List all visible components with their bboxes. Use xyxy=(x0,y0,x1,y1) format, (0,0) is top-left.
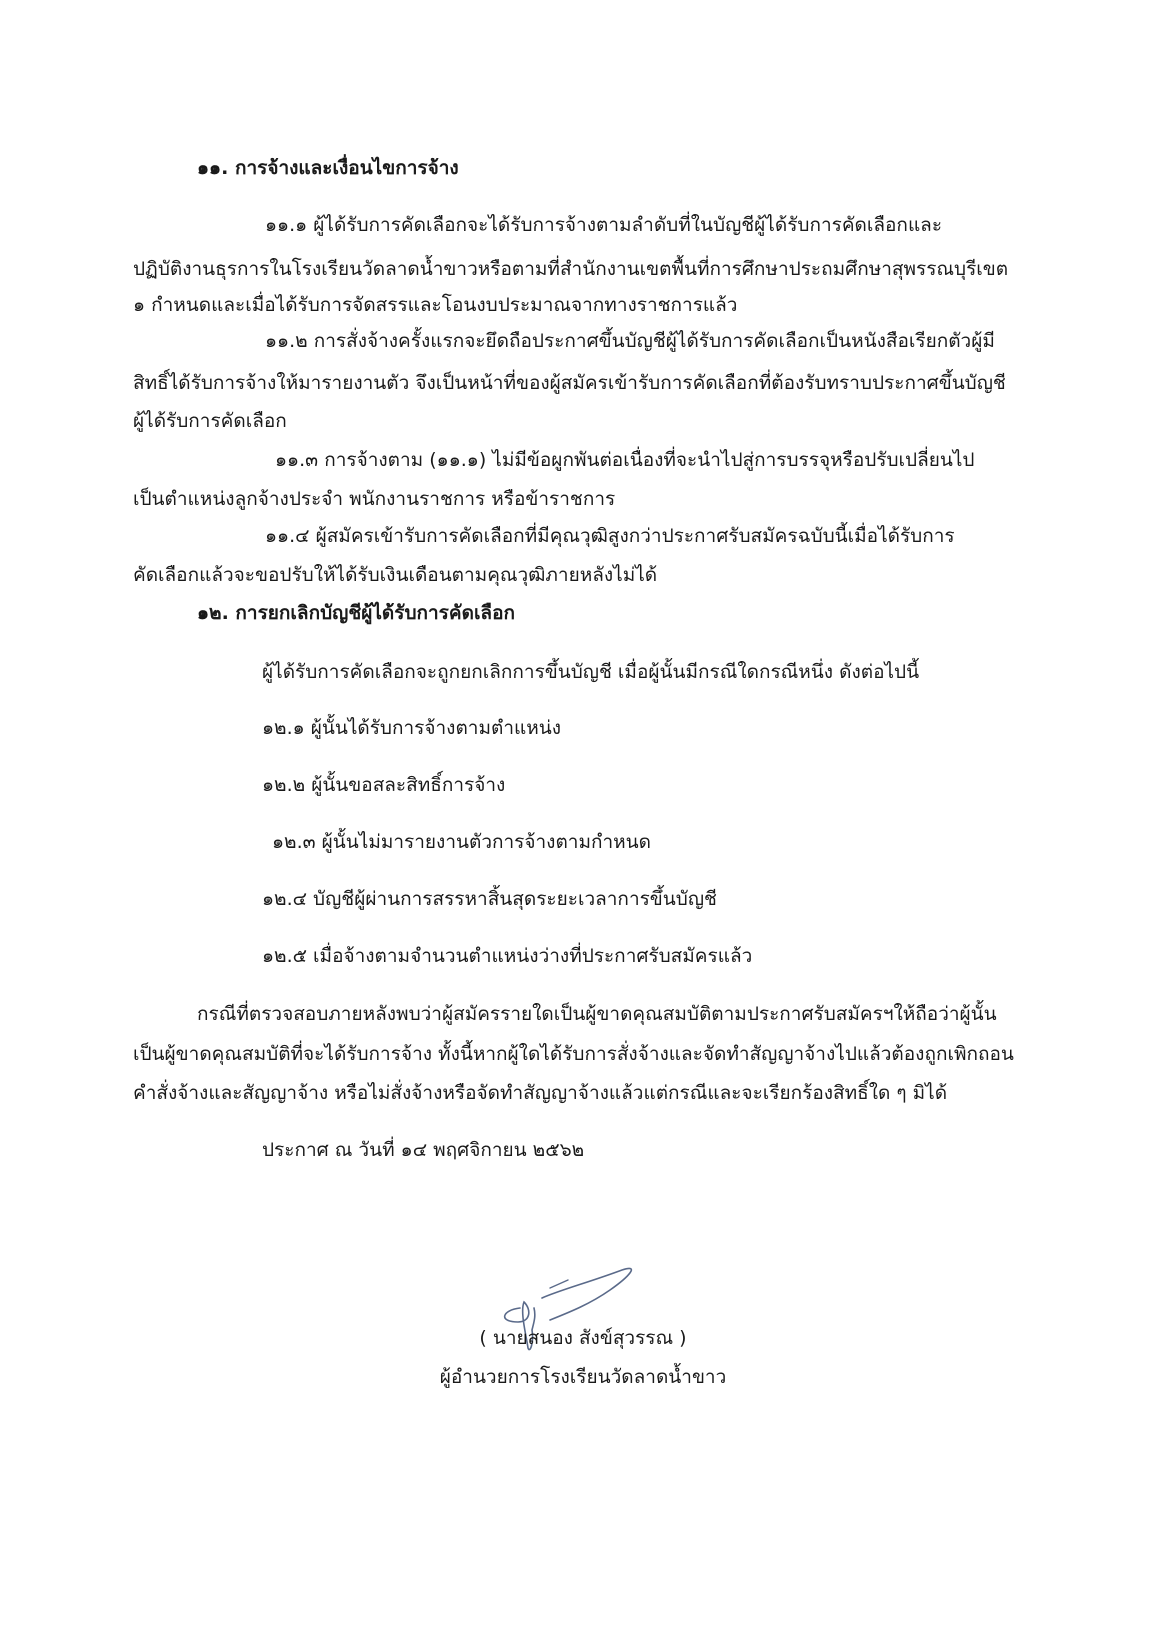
cancel-item-12-4: ๑๒.๔ บัญชีผู้ผ่านการสรรหาสิ้นสุดระยะเวลาการขึ้นบัญชี xyxy=(262,888,717,910)
clause-11-1-line-1: ๑๑.๑ ผู้ได้รับการคัดเลือกจะได้รับการจ้างตามลำดับที่ในบัญชีผู้ได้รับการคัดเลือกและ xyxy=(265,214,943,236)
clause-11-4-line-2: คัดเลือกแล้วจะขอปรับให้ได้รับเงินเดือนตามคุณวุฒิภายหลังไม่ได้ xyxy=(133,564,658,586)
closing-line-2: เป็นผู้ขาดคุณสมบัติที่จะได้รับการจ้าง ทั้งนี้หากผู้ใดได้รับการสั่งจ้างและจัดทำสัญญาจ้างไปแล้วต้องถูกเพิกถอน xyxy=(133,1043,1014,1065)
section-11-heading: ๑๑. การจ้างและเงื่อนไขการจ้าง xyxy=(197,157,459,179)
signatory-position: ผู้อำนวยการโรงเรียนวัดลาดน้ำขาว xyxy=(439,1366,727,1388)
closing-line-3: คำสั่งจ้างและสัญญาจ้าง หรือไม่สั่งจ้างหรือจัดทำสัญญาจ้างแล้วแต่กรณีและจะเรียกร้องสิทธิ์ใด ๆ มิได้ xyxy=(133,1082,948,1104)
clause-11-2-line-1: ๑๑.๒ การสั่งจ้างครั้งแรกจะยึดถือประกาศขึ้นบัญชีผู้ได้รับการคัดเลือกเป็นหนังสือเรียกตัวผู้มี xyxy=(265,330,995,352)
cancel-item-12-3: ๑๒.๓ ผู้นั้นไม่มารายงานตัวการจ้างตามกำหนด xyxy=(272,831,651,853)
clause-11-3-line-1: ๑๑.๓ การจ้างตาม (๑๑.๑) ไม่มีข้อผูกพันต่อเนื่องที่จะนำไปสู่การบรรจุหรือปรับเปลี่ยนไป xyxy=(275,449,975,471)
announcement-date: ประกาศ ณ วันที่ ๑๔ พฤศจิกายน ๒๕๖๒ xyxy=(262,1139,585,1161)
cancel-item-12-2: ๑๒.๒ ผู้นั้นขอสละสิทธิ์การจ้าง xyxy=(262,774,506,796)
cancel-item-12-5: ๑๒.๕ เมื่อจ้างตามจำนวนตำแหน่งว่างที่ประกาศรับสมัครแล้ว xyxy=(262,945,753,967)
cancel-item-12-1: ๑๒.๑ ผู้นั้นได้รับการจ้างตามตำแหน่ง xyxy=(262,717,562,739)
clause-11-4-line-1: ๑๑.๔ ผู้สมัครเข้ารับการคัดเลือกที่มีคุณวุฒิสูงกว่าประกาศรับสมัครฉบับนี้เมื่อได้รับการ xyxy=(265,525,955,547)
clause-11-2-line-2: สิทธิ์ได้รับการจ้างให้มารายงานตัว จึงเป็นหน้าที่ของผู้สมัครเข้ารับการคัดเลือกที่ต้องรับทราบประกาศขึ้นบัญชี xyxy=(133,372,1006,394)
section-12-heading: ๑๒. การยกเลิกบัญชีผู้ได้รับการคัดเลือก xyxy=(197,602,515,624)
signatory-name: ( นายสนอง สังข์สุวรรณ ) xyxy=(479,1327,687,1349)
clause-11-1-line-2: ปฏิบัติงานธุรการในโรงเรียนวัดลาดน้ำขาวหรือตามที่สำนักงานเขตพื้นที่การศึกษาประถมศึกษาสุพรรณบุรีเขต xyxy=(133,258,1009,280)
section-12-intro: ผู้ได้รับการคัดเลือกจะถูกยกเลิกการขึ้นบัญชี เมื่อผู้นั้นมีกรณีใดกรณีหนึ่ง ดังต่อไปนี้ xyxy=(262,661,920,683)
clause-11-1-line-3: ๑ กำหนดและเมื่อได้รับการจัดสรรและโอนงบประมาณจากทางราชการแล้ว xyxy=(133,294,738,316)
closing-line-1: กรณีที่ตรวจสอบภายหลังพบว่าผู้สมัครรายใดเป็นผู้ขาดคุณสมบัติตามประกาศรับสมัครฯให้ถือว่าผู้นั้น xyxy=(197,1003,997,1025)
clause-11-2-line-3: ผู้ได้รับการคัดเลือก xyxy=(133,410,287,432)
clause-11-3-line-2: เป็นตำแหน่งลูกจ้างประจำ พนักงานราชการ หรือข้าราชการ xyxy=(133,488,616,510)
